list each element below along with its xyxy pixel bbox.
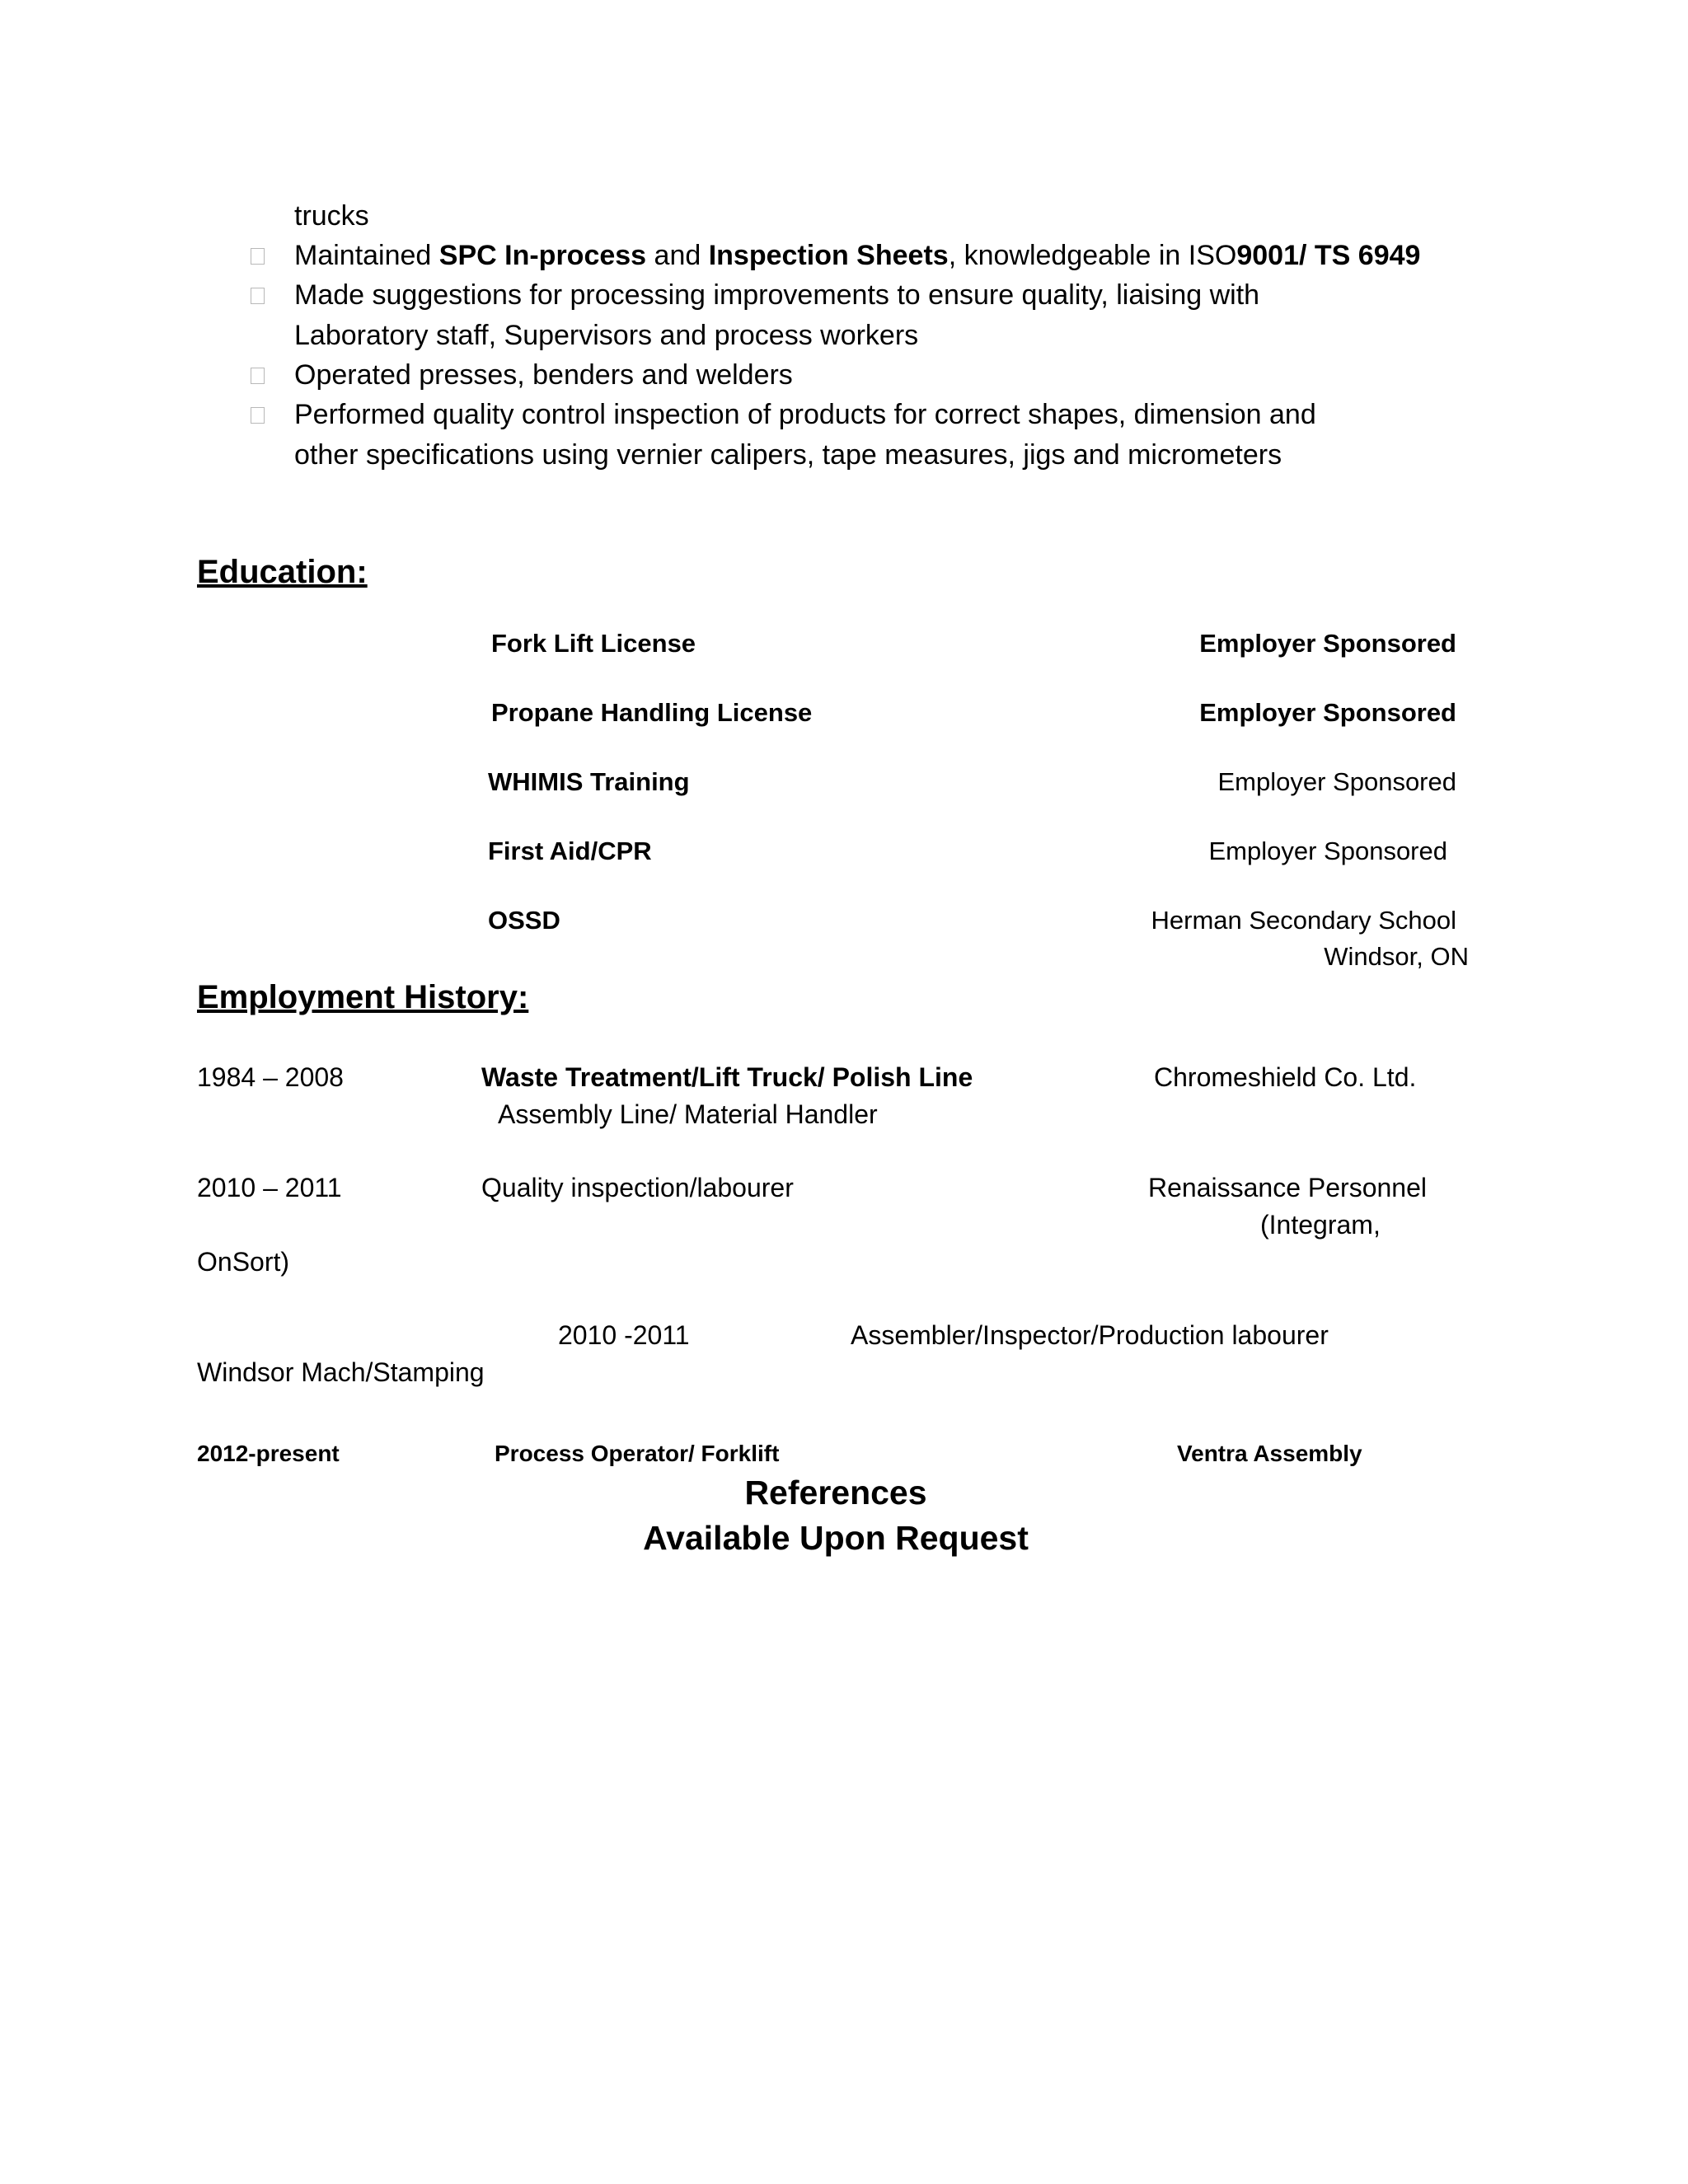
employment-title: Waste Treatment/Lift Truck/ Polish Line bbox=[481, 1062, 973, 1092]
employment-heading: Employment History: bbox=[197, 979, 529, 1015]
employment-employer-line-3: OnSort) bbox=[197, 1247, 290, 1277]
bullet-1-segment: and bbox=[646, 240, 709, 271]
bullet-item-3-line-1: Operated presses, benders and welders bbox=[294, 359, 793, 391]
education-item-source: Employer Sponsored bbox=[1208, 837, 1447, 865]
education-item-name: WHIMIS Training bbox=[488, 767, 690, 796]
education-item-source: Employer Sponsored bbox=[1199, 629, 1456, 658]
education-item-name: Propane Handling License bbox=[491, 698, 813, 727]
employment-employer: Renaissance Personnel bbox=[1148, 1173, 1427, 1202]
bullet-checkbox-icon bbox=[251, 407, 265, 424]
employment-years: 1984 – 2008 bbox=[197, 1062, 344, 1092]
bullet-1-segment: Maintained bbox=[294, 240, 439, 271]
education-item-source: Herman Secondary School bbox=[1151, 906, 1456, 935]
bullet-1-segment: 9001/ TS 6949 bbox=[1236, 240, 1421, 271]
education-heading: Education: bbox=[197, 554, 368, 590]
employment-title: Process Operator/ Forklift bbox=[495, 1441, 780, 1466]
bullet-item-2-line-2: Laboratory staff, Supervisors and process workers bbox=[294, 320, 919, 351]
employment-employer: Ventra Assembly bbox=[1177, 1441, 1362, 1466]
education-item-name: OSSD bbox=[488, 906, 560, 935]
employment-title: Quality inspection/labourer bbox=[481, 1173, 794, 1202]
employment-years: 2010 -2011 bbox=[558, 1320, 690, 1350]
references-note: Available Upon Request bbox=[643, 1519, 1029, 1557]
employment-title-line-2: Assembly Line/ Material Handler bbox=[498, 1099, 878, 1129]
bullet-checkbox-icon bbox=[251, 368, 265, 384]
bullet-1-segment: SPC In-process bbox=[438, 240, 647, 271]
bullet-item-2-line-1: Made suggestions for processing improvements to ensure quality, liaising with bbox=[294, 279, 1260, 311]
bullet-item-4-line-1: Performed quality control inspection of products for correct shapes, dimension and bbox=[294, 399, 1316, 430]
education-item-name: Fork Lift License bbox=[491, 629, 696, 658]
bullet-item-4-line-2: other specifications using vernier calipers, tape measures, jigs and micrometers bbox=[294, 439, 1282, 471]
employment-employer: Windsor Mach/Stamping bbox=[197, 1357, 485, 1387]
education-item-source: Employer Sponsored bbox=[1217, 767, 1456, 796]
employment-years: 2010 – 2011 bbox=[197, 1173, 342, 1202]
bullet-continuation: trucks bbox=[294, 200, 369, 232]
bullet-1-segment: Inspection Sheets bbox=[708, 240, 949, 271]
bullet-checkbox-icon bbox=[251, 288, 265, 304]
education-item-name: First Aid/CPR bbox=[488, 837, 652, 865]
education-item-source: Employer Sponsored bbox=[1199, 698, 1456, 727]
education-item-source-line-2: Windsor, ON bbox=[1324, 942, 1469, 971]
employment-years: 2012-present bbox=[197, 1441, 340, 1466]
references-title: References bbox=[744, 1474, 927, 1511]
employment-employer-line-2: (Integram, bbox=[1260, 1210, 1381, 1240]
bullet-item-1 bbox=[294, 241, 1420, 269]
bullet-1-segment: , knowledgeable in ISO bbox=[948, 240, 1237, 271]
employment-title: Assembler/Inspector/Production labourer bbox=[851, 1320, 1329, 1350]
bullet-checkbox-icon bbox=[251, 248, 265, 265]
employment-employer: Chromeshield Co. Ltd. bbox=[1154, 1062, 1417, 1092]
